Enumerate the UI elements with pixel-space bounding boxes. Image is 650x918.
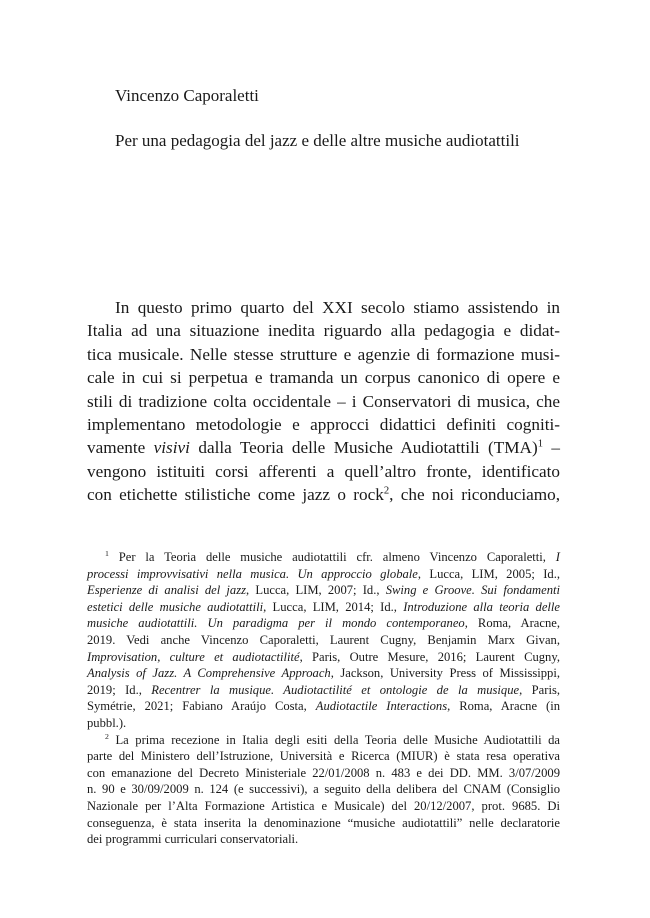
body-text-segment: con etichette stilistiche come jazz o rock	[87, 485, 384, 505]
footnotes	[87, 549, 560, 848]
fn-text: La prima recezione in Italia degli esiti della Teoria delle Musiche Audiotattili da	[115, 732, 560, 747]
body-line: implementano metodologie e approcci didattici definiti cogniti-	[87, 415, 560, 435]
footnote-line	[87, 682, 560, 699]
fn-text: , Roma, Aracne,	[464, 616, 560, 631]
body-line: vengono istituiti corsi afferenti a quell’altro fronte, identificato	[87, 461, 560, 481]
body-italic-term: visivi	[153, 438, 190, 458]
footnote-line	[87, 566, 560, 583]
footnote-1	[87, 549, 560, 732]
footnote-line: n. 90 e 30/09/2009 n. 124 (e successivi), a seguito della delibera del CNAM (Consiglio	[87, 782, 560, 797]
footnote-marker-2: 2	[105, 731, 109, 741]
fn-italic: I	[555, 550, 560, 564]
fn-text: Symétrie, 2021; Fabiano Araújo Costa,	[87, 699, 307, 714]
footnote-line: pubbl.).	[87, 715, 127, 730]
fn-italic: Swing e Groove. Sui fondamenti	[385, 583, 561, 598]
fn-italic: estetici delle musiche audiotattili	[87, 599, 264, 614]
fn-text: , Lucca, LIM, 2005; Id.,	[417, 566, 560, 581]
footnote-line	[87, 615, 560, 632]
fn-text: , Paris, Outre Mesure, 2016; Laurent Cugny,	[299, 649, 560, 664]
footnote-line	[87, 649, 560, 666]
footnote-line	[87, 732, 560, 749]
footnote-marker-1: 1	[105, 548, 109, 558]
fn-text: , Lucca, LIM, 2014; Id.,	[263, 599, 397, 614]
fn-text: , Paris,	[519, 682, 560, 697]
footnote-line	[87, 549, 560, 566]
footnote-line: con emanazione del Decreto Ministeriale 22/01/2008 n. 483 e dei DD. MM. 3/07/2009	[87, 765, 560, 780]
fn-italic: Audiotactile Interactions	[315, 699, 448, 714]
fn-italic: Esperienze di analisi del jazz	[87, 583, 247, 598]
footnote-line	[87, 582, 560, 599]
body-paragraph	[87, 296, 560, 507]
footnote-ref-2[interactable]: 2	[383, 485, 390, 497]
footnote-line	[87, 665, 560, 682]
body-text-segment: –	[543, 438, 561, 458]
fn-text: , Roma, Aracne (in	[447, 699, 560, 714]
footnote-line: 2019. Vedi anche Vincenzo Caporaletti, Laurent Cugny, Benjamin Marx Givan,	[87, 632, 560, 647]
fn-italic: processi improvvisativi nella musica. Un approccio globale	[87, 566, 418, 581]
fn-text: Per la Teoria delle musiche audiotattili cfr. almeno Vincenzo Caporaletti,	[118, 550, 546, 564]
footnote-2	[87, 732, 560, 848]
footnote-line: dei programmi curriculari conservatoriali.	[87, 832, 299, 847]
footnote-ref-1[interactable]: 1	[537, 438, 544, 450]
footnote-line	[87, 599, 560, 616]
body-line: tica musicale. Nelle stesse strutture e agenzie di formazione musi-	[87, 344, 560, 364]
fn-text: 2019; Id.,	[87, 682, 142, 697]
fn-italic: Recentrer la musique. Audiotactilité et ontologie de la musique	[151, 682, 520, 697]
footnote-line: parte del Ministero dell’Istruzione, Università e Ricerca (MIUR) è stata resa operativa	[87, 749, 560, 764]
footnote-line: Nazionale per l’Alta Formazione Artistica e Musicale) del 20/12/2007, prot. 9685. Di	[87, 798, 560, 813]
fn-text: , Jackson, University Press of Mississippi,	[330, 666, 560, 681]
body-text-segment: dalla Teoria delle Musiche Audiotattili (TMA)	[198, 438, 538, 458]
chapter-title: Per una pedagogia del jazz e delle altre musiche audiotattili	[115, 131, 520, 150]
chapter-author: Vincenzo Caporaletti	[115, 86, 259, 105]
footnote-line	[87, 698, 560, 715]
fn-italic: musiche audiotattili. Un paradigma per il mondo contemporaneo	[87, 616, 465, 631]
body-text-segment: , che noi riconduciamo,	[389, 485, 561, 505]
fn-italic: Analysis of Jazz. A Comprehensive Approach	[87, 666, 331, 681]
body-line: cale in cui si perpetua e tramanda un corpus canonico di opere e	[87, 368, 560, 388]
fn-italic: Introduzione alla teoria delle	[403, 599, 561, 614]
body-text-segment: vamente	[87, 438, 146, 458]
fn-text: , Lucca, LIM, 2007; Id.,	[246, 583, 380, 598]
body-line: In questo primo quarto del XXI secolo stiamo assistendo in	[115, 298, 560, 317]
body-line	[87, 436, 560, 459]
body-line: Italia ad una situazione inedita riguardo alla pedagogia e didat-	[87, 321, 560, 341]
body-line	[87, 483, 560, 506]
body-line: stili di tradizione colta occidentale – i Conservatori di musica, che	[87, 391, 560, 411]
fn-italic: Improvisation, culture et audiotactilité	[87, 649, 300, 664]
footnote-line: conseguenza, è stata inserita la denominazione “musiche audiotattili” nelle declaratorie	[87, 815, 560, 830]
